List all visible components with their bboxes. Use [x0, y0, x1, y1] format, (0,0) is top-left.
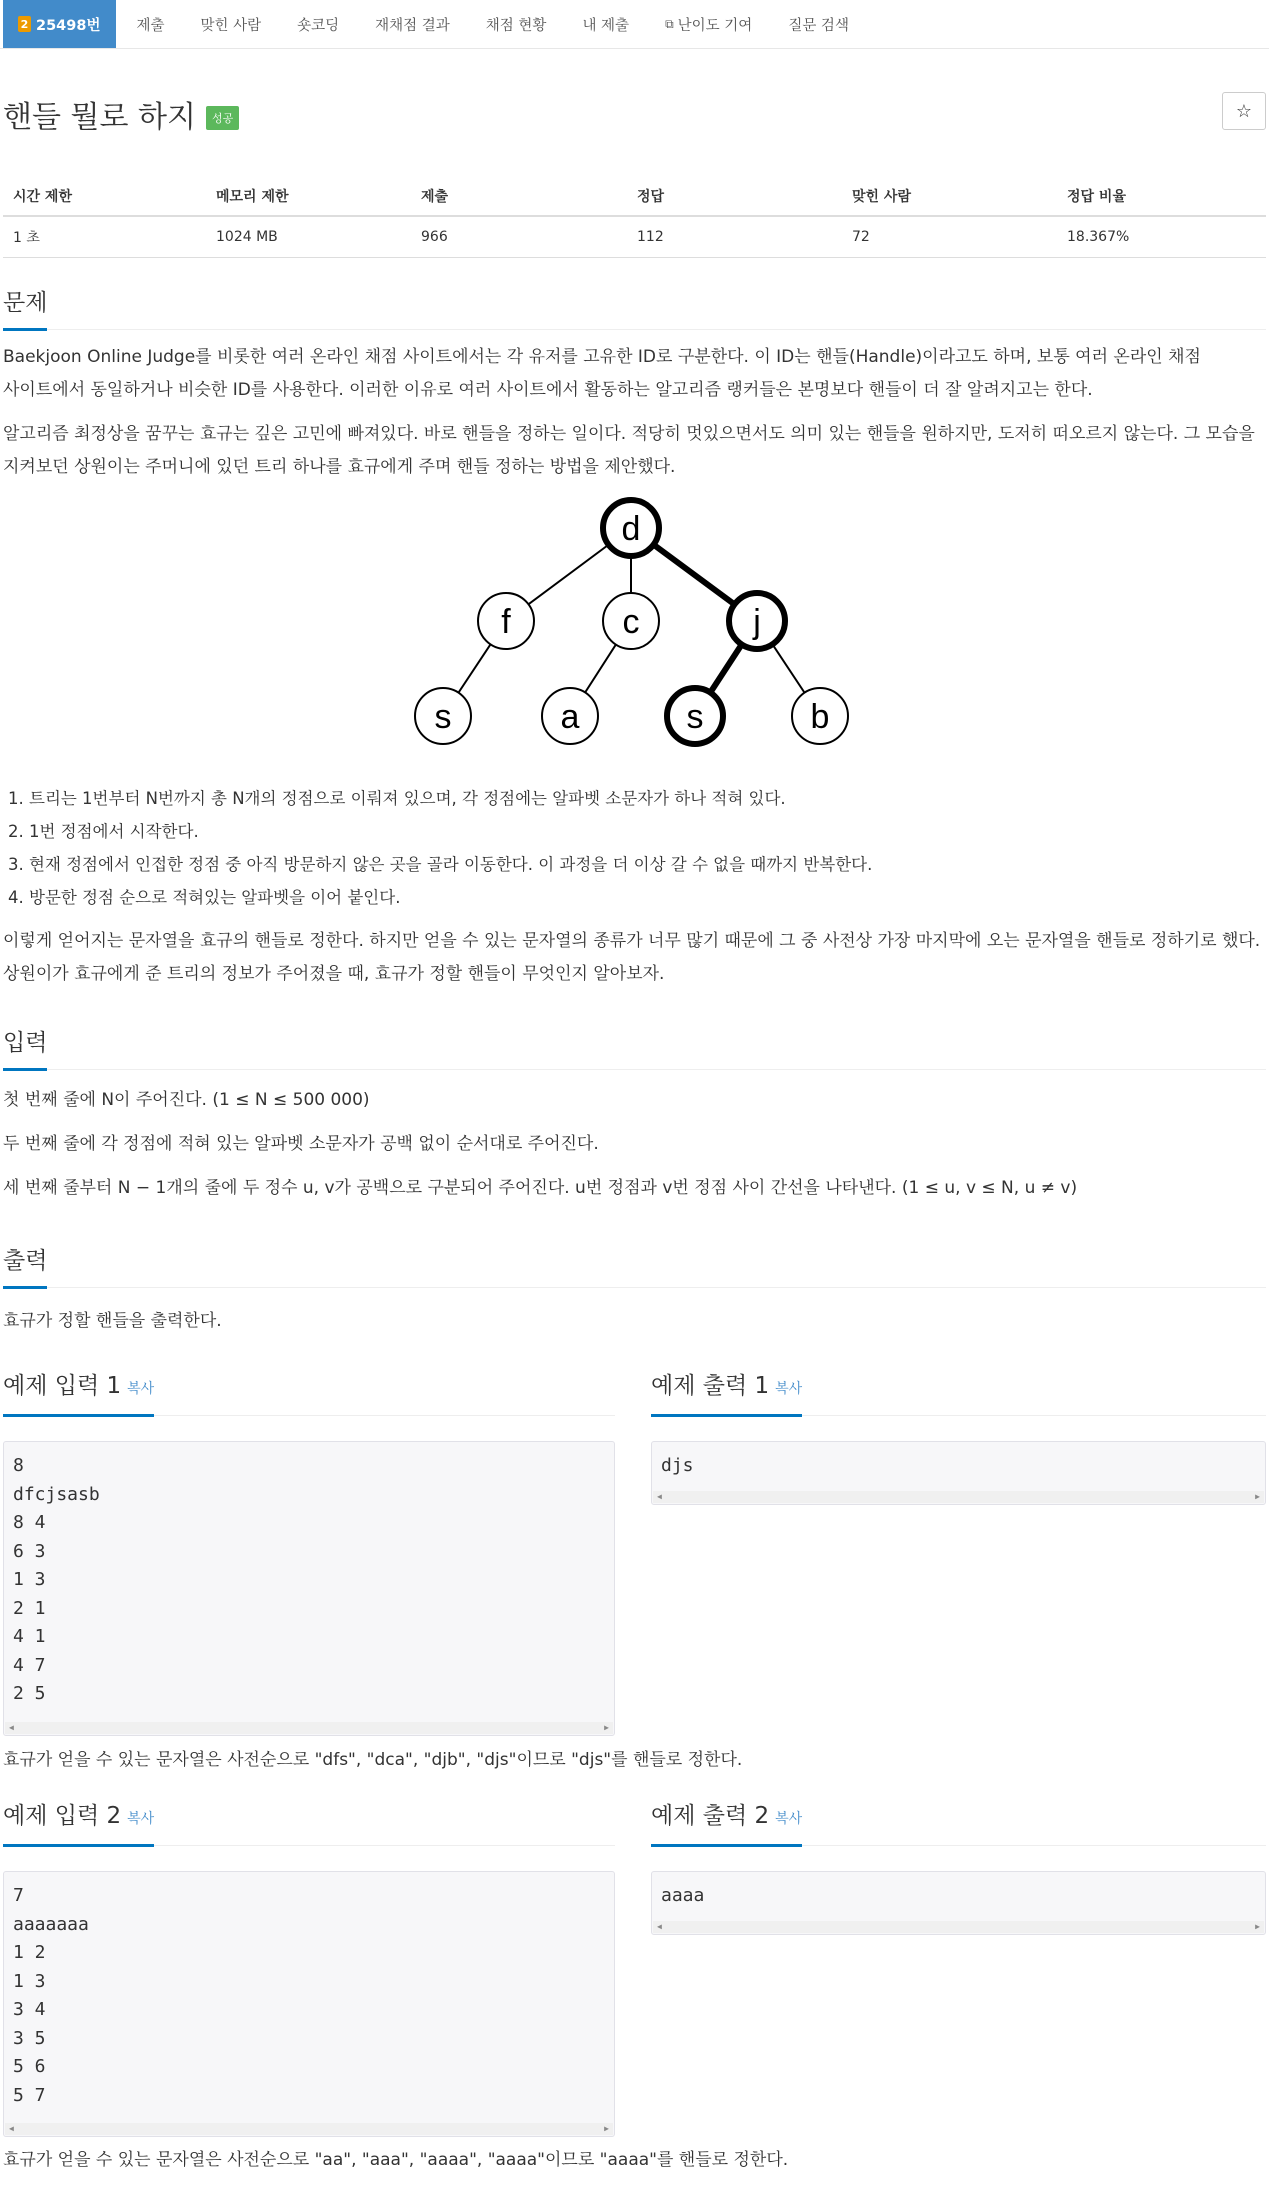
sample-output-2-box — [651, 1871, 1266, 1935]
node-label-c: c — [622, 603, 640, 641]
page-title: 핸들 뭘로 하지 — [3, 100, 196, 135]
horizontal-scrollbar[interactable] — [5, 2123, 613, 2135]
tier-icon: 2 — [18, 16, 31, 32]
sample-output-2-heading-bar — [651, 1800, 1266, 1846]
node-label-f: f — [501, 603, 511, 641]
output-text: 효규가 정할 핸들을 출력한다. — [3, 1311, 222, 1331]
scroll-left-icon: ◀ — [657, 1491, 662, 1501]
sample-output-2-title: 예제 출력 2 — [651, 1803, 770, 1829]
scroll-left-icon: ◀ — [9, 1722, 14, 1732]
sample-2-explanation: 효규가 얻을 수 있는 문자열은 사전순으로 "aa", "aaa", "aaaa", "aaaa"이므로 "aaaa"를 핸들로 정한다. — [3, 2150, 789, 2170]
value-memory-limit: 1024 MB — [206, 216, 411, 258]
header-submissions: 제출 — [411, 177, 627, 216]
sample-output-1 — [651, 1370, 1266, 1505]
tab-problem[interactable] — [3, 0, 116, 48]
sample-input-2 — [3, 1800, 615, 2137]
sample-input-2-heading — [3, 1799, 154, 1847]
external-link-icon: ⧉ — [665, 16, 674, 31]
tab-difficulty-label: 난이도 기여 — [677, 17, 753, 34]
value-submissions: 966 — [411, 216, 627, 258]
sample-input-1-title: 예제 입력 1 — [3, 1373, 122, 1399]
sample-input-2-heading-bar — [3, 1800, 615, 1846]
list-item: 4. 방문한 정점 순으로 적혀있는 알파벳을 이어 붙인다. — [29, 881, 1266, 914]
output-section — [3, 1242, 1266, 1338]
input-section — [3, 1024, 1266, 1205]
sample-input-1 — [3, 1370, 615, 1736]
sample-output-1-heading-bar — [651, 1370, 1266, 1416]
problem-nav — [0, 0, 1269, 49]
problem-heading-bar — [3, 284, 1266, 330]
problem-paragraph-3: 이렇게 얻어지는 문자열을 효규의 핸들로 정한다. 하지만 얻을 수 있는 문자열의 종류가 너무 많기 때문에 그 중 사전상 가장 마지막에 오는 문자열을 핸들로 정하기로 했다. 상원이가 효규에게 준 트리의 정보가 주어졌을 때, 효규가 정할 핸들이 무엇인지 알아보자. — [3, 931, 1261, 984]
sample-output-1-content: djs — [661, 1455, 694, 1476]
tab-my-submissions[interactable]: 내 제출 — [582, 17, 630, 34]
copy-button[interactable]: 복사 — [775, 1381, 803, 1397]
header-time-limit: 시간 제한 — [3, 177, 206, 216]
star-icon: ☆ — [1235, 100, 1253, 122]
sample-input-1-heading-bar — [3, 1370, 615, 1416]
rules-list — [3, 782, 1266, 914]
tab-status[interactable]: 채점 현황 — [485, 17, 547, 34]
input-heading: 입력 — [3, 1026, 47, 1071]
horizontal-scrollbar[interactable] — [653, 1921, 1264, 1933]
sample-input-1-heading — [3, 1369, 154, 1417]
scroll-right-icon: ▶ — [604, 2123, 609, 2133]
sample-1-explanation: 효규가 얻을 수 있는 문자열은 사전순으로 "dfs", "dca", "djb", "djs"이므로 "djs"를 핸들로 정한다. — [3, 1750, 743, 1770]
scroll-right-icon: ▶ — [604, 1722, 609, 1732]
scroll-right-icon: ▶ — [1255, 1921, 1260, 1931]
node-label-d: d — [621, 510, 641, 548]
input-heading-bar — [3, 1024, 1266, 1070]
scroll-left-icon: ◀ — [657, 1921, 662, 1931]
sample-output-1-heading — [651, 1369, 802, 1417]
header-memory-limit: 메모리 제한 — [206, 177, 411, 216]
tree-diagram — [3, 490, 1266, 780]
tab-problem-label: 25498번 — [36, 17, 101, 34]
scroll-left-icon: ◀ — [9, 2123, 14, 2133]
list-item: 1. 트리는 1번부터 N번까지 총 N개의 정점으로 이뤄져 있으며, 각 정점에는 알파벳 소문자가 하나 적혀 있다. — [29, 782, 1266, 815]
header-ratio: 정답 비율 — [1057, 177, 1266, 216]
star-button[interactable] — [1222, 92, 1266, 130]
value-accepted: 112 — [627, 216, 842, 258]
horizontal-scrollbar[interactable] — [653, 1491, 1264, 1503]
title-row — [3, 92, 239, 136]
node-label-s2: s — [686, 698, 704, 736]
horizontal-scrollbar[interactable] — [5, 1722, 613, 1734]
problem-heading: 문제 — [3, 286, 47, 331]
tab-solvers[interactable]: 맞힌 사람 — [200, 17, 262, 34]
input-line-2: 두 번째 줄에 각 정점에 적혀 있는 알파벳 소문자가 공백 없이 순서대로 주어진다. — [3, 1134, 599, 1154]
sample-output-2 — [651, 1800, 1266, 1935]
sample-input-2-title: 예제 입력 2 — [3, 1803, 122, 1829]
value-time-limit: 1 초 — [3, 216, 206, 258]
node-label-s1: s — [434, 698, 452, 736]
tab-submit[interactable]: 제출 — [136, 17, 165, 34]
tab-rejudge[interactable]: 재채점 결과 — [375, 17, 450, 34]
problem-info-table — [3, 177, 1266, 258]
list-item: 3. 현재 정점에서 인접한 정점 중 아직 방문하지 않은 곳을 골라 이동한다. 이 과정을 더 이상 갈 수 없을 때까지 반복한다. — [29, 848, 1266, 881]
scroll-right-icon: ▶ — [1255, 1491, 1260, 1501]
header-solvers: 맞힌 사람 — [842, 177, 1057, 216]
tab-questions[interactable]: 질문 검색 — [788, 17, 849, 34]
input-line-1: 첫 번째 줄에 N이 주어진다. (1 ≤ N ≤ 500 000) — [3, 1090, 370, 1110]
sample-input-2-content: 7 aaaaaaa 1 2 1 3 3 4 3 5 5 6 5 7 — [13, 1885, 89, 2106]
list-item: 2. 1번 정점에서 시작한다. — [29, 815, 1266, 848]
table-header-row — [3, 177, 1266, 216]
output-heading-bar — [3, 1242, 1266, 1288]
copy-button[interactable]: 복사 — [127, 1811, 155, 1827]
sample-output-1-box — [651, 1441, 1266, 1505]
node-label-j: j — [753, 603, 761, 641]
table-row — [3, 216, 1266, 258]
sample-input-1-content: 8 dfcjsasb 8 4 6 3 1 3 2 1 4 1 4 7 2 5 — [13, 1455, 100, 1704]
copy-button[interactable]: 복사 — [775, 1811, 803, 1827]
sample-output-2-content: aaaa — [661, 1885, 705, 1906]
copy-button[interactable]: 복사 — [127, 1381, 155, 1397]
value-ratio: 18.367% — [1057, 216, 1266, 258]
status-badge: 성공 — [206, 106, 239, 130]
tab-difficulty[interactable] — [647, 0, 770, 48]
problem-section — [3, 284, 1266, 991]
node-label-a: a — [560, 698, 580, 736]
tab-shortcoding[interactable]: 숏코딩 — [297, 17, 340, 34]
sample-output-2-heading — [651, 1799, 802, 1847]
value-solvers: 72 — [842, 216, 1057, 258]
sample-input-1-box — [3, 1441, 615, 1736]
problem-paragraph-1: Baekjoon Online Judge를 비롯한 여러 온라인 채점 사이트에서는 각 유저를 고유한 ID로 구분한다. 이 ID는 핸들(Handle)이라고도 하며, 보통 여러 온라인 채점 사이트에서 동일하거나 비슷한 ID를 사용한다. 이러한 이유로 여러 사이트에서 활동하는 알고리즘 랭커들은 본명보다 핸들이 더 잘 알려지고는 한다. — [3, 347, 1201, 400]
output-heading: 출력 — [3, 1244, 47, 1289]
sample-input-2-box — [3, 1871, 615, 2137]
problem-paragraph-2: 알고리즘 최정상을 꿈꾸는 효규는 깊은 고민에 빠져있다. 바로 핸들을 정하는 일이다. 적당히 멋있으면서도 의미 있는 핸들을 원하지만, 도저히 떠오르지 않는다. 그 모습을 지켜보던 상원이는 주머니에 있던 트리 하나를 효규에게 주며 핸들 정하는 방법을 제안했다. — [3, 424, 1255, 477]
sample-output-1-title: 예제 출력 1 — [651, 1373, 770, 1399]
header-accepted: 정답 — [627, 177, 842, 216]
node-label-b: b — [810, 698, 830, 736]
input-line-3: 세 번째 줄부터 N − 1개의 줄에 두 정수 u, v가 공백으로 구분되어 주어진다. u번 정점과 v번 정점 사이 간선을 나타낸다. (1 ≤ u, v ≤ N, u ≠ v) — [3, 1178, 1078, 1198]
